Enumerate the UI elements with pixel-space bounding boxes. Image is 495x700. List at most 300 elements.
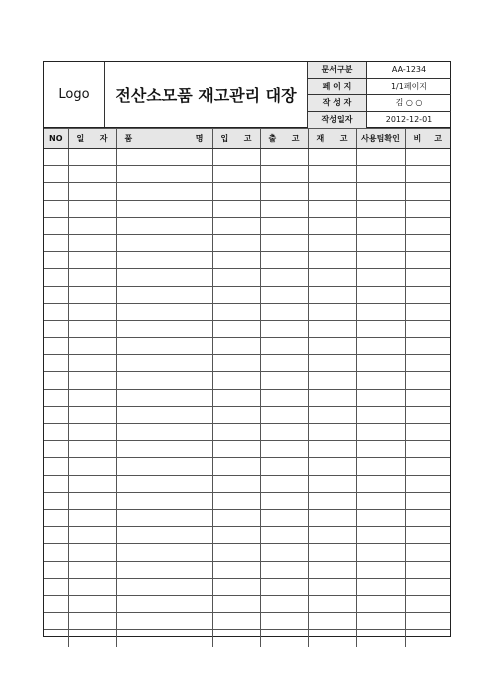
cell-team[interactable] [356,252,405,269]
cell-team[interactable] [356,389,405,406]
cell-date[interactable] [68,492,116,509]
cell-item[interactable] [116,389,212,406]
table-row [44,166,450,183]
cell-no[interactable] [44,561,68,578]
cell-note[interactable] [405,613,450,630]
cell-team[interactable] [356,406,405,423]
column-header-label [261,133,308,144]
cell-note[interactable] [405,286,450,303]
column-header-label [117,133,212,144]
cell-out[interactable] [260,149,308,166]
cell-item[interactable] [116,183,212,200]
cell-date[interactable] [68,183,116,200]
cell-out[interactable] [260,252,308,269]
column-header-stock [308,129,356,149]
cell-date[interactable] [68,561,116,578]
table-row [44,355,450,372]
cell-team[interactable] [356,544,405,561]
meta-value: 2012-12-01 [385,115,433,125]
cell-no[interactable] [44,286,68,303]
cell-team[interactable] [356,613,405,630]
cell-out[interactable] [260,458,308,475]
column-header-part: 출 [268,134,277,143]
cell-date[interactable] [68,166,116,183]
cell-team[interactable] [356,630,405,647]
cell-out[interactable] [260,544,308,561]
cell-item[interactable] [116,595,212,612]
cell-in[interactable] [212,286,260,303]
cell-note[interactable] [405,527,450,544]
column-header-label [406,133,451,144]
cell-stock[interactable] [308,320,356,337]
cell-out[interactable] [260,269,308,286]
cell-team[interactable] [356,269,405,286]
cell-out[interactable] [260,183,308,200]
cell-no[interactable] [44,166,68,183]
column-header-no: NO [44,129,68,149]
cell-team[interactable] [356,595,405,612]
cell-date[interactable] [68,217,116,234]
cell-out[interactable] [260,509,308,526]
cell-note[interactable] [405,475,450,492]
cell-item[interactable] [116,544,212,561]
cell-date[interactable] [68,355,116,372]
cell-note[interactable] [405,320,450,337]
cell-date[interactable] [68,544,116,561]
cell-date[interactable] [68,458,116,475]
cell-item[interactable] [116,338,212,355]
cell-date[interactable] [68,578,116,595]
cell-stock[interactable] [308,509,356,526]
table-row [44,303,450,320]
cell-stock[interactable] [308,338,356,355]
table-row [44,183,450,200]
cell-in[interactable] [212,561,260,578]
cell-note[interactable] [405,544,450,561]
cell-team[interactable] [356,320,405,337]
cell-in[interactable] [212,338,260,355]
cell-in[interactable] [212,492,260,509]
cell-in[interactable] [212,630,260,647]
table-row [44,613,450,630]
cell-date[interactable] [68,269,116,286]
cell-stock[interactable] [308,149,356,166]
cell-team[interactable] [356,561,405,578]
cell-note[interactable] [405,338,450,355]
meta-row-page [308,79,451,96]
cell-out[interactable] [260,320,308,337]
cell-item[interactable] [116,320,212,337]
cell-stock[interactable] [308,527,356,544]
cell-item[interactable] [116,200,212,217]
cell-date[interactable] [68,303,116,320]
cell-item[interactable] [116,458,212,475]
cell-in[interactable] [212,372,260,389]
cell-note[interactable] [405,458,450,475]
meta-label: 작성일자 [308,112,367,129]
cell-out[interactable] [260,303,308,320]
cell-no[interactable] [44,406,68,423]
cell-in[interactable] [212,424,260,441]
cell-team[interactable] [356,338,405,355]
cell-note[interactable] [405,578,450,595]
cell-item[interactable] [116,252,212,269]
table-header-row [44,129,450,149]
cell-no[interactable] [44,595,68,612]
table-row [44,475,450,492]
cell-out[interactable] [260,406,308,423]
cell-stock[interactable] [308,269,356,286]
table-row [44,406,450,423]
column-header-part: 자 [99,134,108,143]
cell-in[interactable] [212,149,260,166]
cell-note[interactable] [405,166,450,183]
cell-item[interactable] [116,303,212,320]
meta-row-doc-type [308,62,451,79]
cell-stock[interactable] [308,595,356,612]
meta-value: AA-1234 [391,65,427,75]
cell-date[interactable] [68,595,116,612]
cell-item[interactable] [116,509,212,526]
table-row [44,286,450,303]
table-row [44,561,450,578]
cell-item[interactable] [116,475,212,492]
cell-out[interactable] [260,355,308,372]
cell-date[interactable] [68,200,116,217]
cell-item[interactable] [116,234,212,251]
cell-date[interactable] [68,424,116,441]
cell-date[interactable] [68,441,116,458]
cell-note[interactable] [405,372,450,389]
cell-date[interactable] [68,613,116,630]
cell-no[interactable] [44,492,68,509]
cell-item[interactable] [116,492,212,509]
cell-out[interactable] [260,441,308,458]
document-header [44,62,450,128]
cell-in[interactable] [212,544,260,561]
cell-stock[interactable] [308,355,356,372]
cell-item[interactable] [116,286,212,303]
cell-date[interactable] [68,338,116,355]
cell-team[interactable] [356,303,405,320]
cell-stock[interactable] [308,217,356,234]
cell-no[interactable] [44,372,68,389]
cell-stock[interactable] [308,389,356,406]
cell-note[interactable] [405,406,450,423]
table-row [44,441,450,458]
cell-team[interactable] [356,372,405,389]
cell-team[interactable] [356,578,405,595]
cell-stock[interactable] [308,441,356,458]
cell-team[interactable] [356,441,405,458]
table-row [44,630,450,647]
cell-out[interactable] [260,372,308,389]
cell-out[interactable] [260,561,308,578]
table-row [44,458,450,475]
cell-team[interactable] [356,509,405,526]
document-title: 전산소모품 재고관리 대장 [105,62,308,127]
cell-item[interactable] [116,269,212,286]
table-row [44,578,450,595]
cell-in[interactable] [212,234,260,251]
cell-item[interactable] [116,630,212,647]
column-header-part: 고 [243,134,252,143]
table-row [44,509,450,526]
cell-note[interactable] [405,389,450,406]
cell-out[interactable] [260,234,308,251]
cell-no[interactable] [44,630,68,647]
cell-item[interactable] [116,441,212,458]
cell-team[interactable] [356,217,405,234]
table-row [44,338,450,355]
cell-no[interactable] [44,320,68,337]
cell-note[interactable] [405,183,450,200]
cell-note[interactable] [405,217,450,234]
cell-team[interactable] [356,527,405,544]
cell-note[interactable] [405,200,450,217]
cell-no[interactable] [44,269,68,286]
cell-team[interactable] [356,355,405,372]
cell-team[interactable] [356,492,405,509]
cell-date[interactable] [68,475,116,492]
meta-label: 페 이 지 [308,79,367,95]
cell-in[interactable] [212,578,260,595]
cell-out[interactable] [260,475,308,492]
cell-in[interactable] [212,200,260,217]
cell-stock[interactable] [308,544,356,561]
column-header-item [116,129,212,149]
cell-date[interactable] [68,320,116,337]
table-row [44,217,450,234]
table-row [44,544,450,561]
meta-label: 작 성 자 [308,95,367,111]
cell-item[interactable] [116,217,212,234]
cell-no[interactable] [44,509,68,526]
cell-in[interactable] [212,406,260,423]
cell-item[interactable] [116,372,212,389]
cell-in[interactable] [212,166,260,183]
cell-note[interactable] [405,355,450,372]
table-row [44,200,450,217]
cell-in[interactable] [212,217,260,234]
cell-stock[interactable] [308,424,356,441]
cell-team[interactable] [356,458,405,475]
table-row [44,372,450,389]
table-row [44,389,450,406]
cell-note[interactable] [405,252,450,269]
cell-in[interactable] [212,458,260,475]
cell-note[interactable] [405,303,450,320]
meta-row-date [308,112,451,129]
column-header-date [68,129,116,149]
cell-stock[interactable] [308,200,356,217]
cell-team[interactable] [356,200,405,217]
cell-in[interactable] [212,320,260,337]
cell-stock[interactable] [308,286,356,303]
cell-stock[interactable] [308,234,356,251]
cell-out[interactable] [260,424,308,441]
cell-stock[interactable] [308,475,356,492]
cell-in[interactable] [212,527,260,544]
inventory-table [44,128,450,647]
cell-no[interactable] [44,578,68,595]
cell-no[interactable] [44,424,68,441]
cell-date[interactable] [68,252,116,269]
cell-stock[interactable] [308,613,356,630]
cell-out[interactable] [260,217,308,234]
cell-item[interactable] [116,149,212,166]
cell-note[interactable] [405,509,450,526]
meta-value: 김 ○ ○ [395,98,423,108]
cell-stock[interactable] [308,303,356,320]
cell-item[interactable] [116,613,212,630]
cell-team[interactable] [356,424,405,441]
cell-no[interactable] [44,475,68,492]
cell-in[interactable] [212,595,260,612]
cell-out[interactable] [260,595,308,612]
column-header-part: 일 [76,134,85,143]
cell-no[interactable] [44,441,68,458]
cell-date[interactable] [68,509,116,526]
cell-out[interactable] [260,630,308,647]
cell-date[interactable] [68,527,116,544]
cell-in[interactable] [212,613,260,630]
cell-note[interactable] [405,269,450,286]
cell-no[interactable] [44,303,68,320]
cell-out[interactable] [260,389,308,406]
column-header-in [212,129,260,149]
cell-no[interactable] [44,355,68,372]
cell-team[interactable] [356,183,405,200]
column-header-part: 고 [339,134,348,143]
cell-in[interactable] [212,475,260,492]
table-row [44,595,450,612]
column-header-label [213,133,260,144]
cell-out[interactable] [260,492,308,509]
cell-note[interactable] [405,561,450,578]
cell-note[interactable] [405,595,450,612]
table-row [44,424,450,441]
cell-no[interactable] [44,527,68,544]
cell-stock[interactable] [308,561,356,578]
cell-in[interactable] [212,183,260,200]
cell-date[interactable] [68,630,116,647]
document-meta [308,62,451,127]
cell-out[interactable] [260,578,308,595]
cell-team[interactable] [356,166,405,183]
cell-date[interactable] [68,286,116,303]
cell-no[interactable] [44,149,68,166]
cell-team[interactable] [356,286,405,303]
column-header-part: 입 [220,134,229,143]
cell-no[interactable] [44,183,68,200]
table-row [44,234,450,251]
cell-stock[interactable] [308,630,356,647]
cell-item[interactable] [116,561,212,578]
cell-stock[interactable] [308,492,356,509]
column-header-part: 비 [413,134,422,143]
cell-in[interactable] [212,441,260,458]
table-row [44,269,450,286]
meta-value: 1/1페이지 [390,81,428,91]
table-row [44,252,450,269]
table-row [44,320,450,337]
cell-stock[interactable] [308,166,356,183]
cell-stock[interactable] [308,458,356,475]
cell-out[interactable] [260,166,308,183]
cell-stock[interactable] [308,183,356,200]
cell-note[interactable] [405,630,450,647]
cell-date[interactable] [68,372,116,389]
cell-no[interactable] [44,200,68,217]
cell-stock[interactable] [308,578,356,595]
column-header-note [405,129,450,149]
cell-item[interactable] [116,578,212,595]
cell-no[interactable] [44,389,68,406]
table-row [44,492,450,509]
cell-stock[interactable] [308,252,356,269]
cell-out[interactable] [260,527,308,544]
column-header-part: 고 [434,134,442,143]
meta-label: 문서구분 [308,62,367,78]
table-row [44,527,450,544]
inventory-ledger-sheet [43,61,451,637]
cell-note[interactable] [405,234,450,251]
cell-item[interactable] [116,406,212,423]
cell-no[interactable] [44,613,68,630]
cell-item[interactable] [116,527,212,544]
cell-in[interactable] [212,509,260,526]
cell-team[interactable] [356,234,405,251]
cell-out[interactable] [260,613,308,630]
cell-out[interactable] [260,200,308,217]
cell-in[interactable] [212,269,260,286]
meta-row-author [308,95,451,112]
table-row [44,149,450,166]
column-header-label [309,133,356,144]
cell-no[interactable] [44,544,68,561]
cell-item[interactable] [116,424,212,441]
cell-stock[interactable] [308,406,356,423]
cell-date[interactable] [68,406,116,423]
cell-in[interactable] [212,303,260,320]
cell-team[interactable] [356,475,405,492]
cell-note[interactable] [405,492,450,509]
column-header-part: 재 [316,134,325,143]
cell-no[interactable] [44,458,68,475]
cell-no[interactable] [44,338,68,355]
cell-date[interactable] [68,149,116,166]
cell-no[interactable] [44,252,68,269]
cell-note[interactable] [405,424,450,441]
cell-item[interactable] [116,355,212,372]
cell-no[interactable] [44,217,68,234]
cell-in[interactable] [212,389,260,406]
cell-in[interactable] [212,252,260,269]
cell-note[interactable] [405,441,450,458]
cell-out[interactable] [260,286,308,303]
cell-date[interactable] [68,389,116,406]
cell-team[interactable] [356,149,405,166]
cell-in[interactable] [212,355,260,372]
cell-date[interactable] [68,234,116,251]
cell-stock[interactable] [308,372,356,389]
cell-note[interactable] [405,149,450,166]
cell-item[interactable] [116,166,212,183]
cell-no[interactable] [44,234,68,251]
column-header-team: 사용팀확인 [356,129,405,149]
cell-out[interactable] [260,338,308,355]
